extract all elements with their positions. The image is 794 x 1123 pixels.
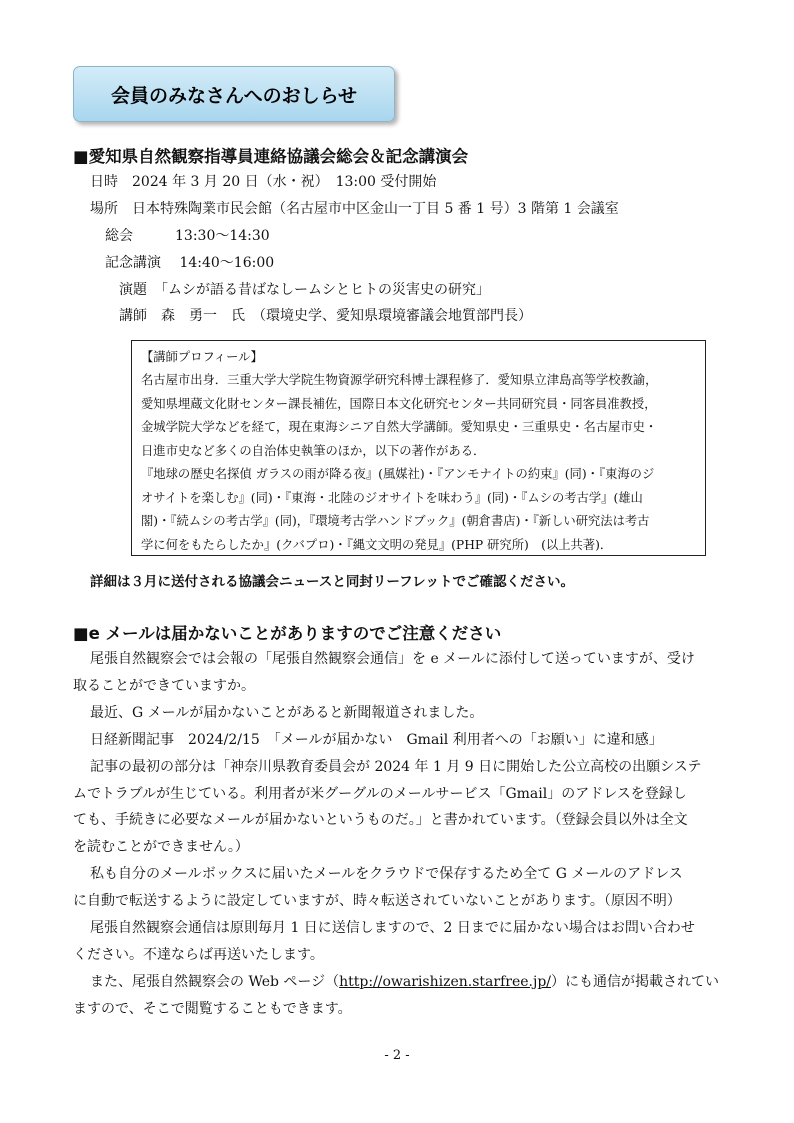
profile-line: オサイトを楽しむ』(同)・『東海・北陸のジオサイトを味わう』(同)・『ムシの考古学』(雄山 xyxy=(141,490,643,505)
paragraph-line: 私も自分のメールボックスに届いたメールをクラウドで保存するため全て G メールのアドレス xyxy=(90,866,683,882)
paragraph-line: 取ることができていますか。 xyxy=(73,678,255,694)
profile-label: 【講師プロフィール】 xyxy=(141,350,263,364)
web-page-line xyxy=(90,972,719,992)
paragraph-line: 最近、G メールが届かないことがあると新聞報道されました。 xyxy=(90,705,484,721)
profile-line: 閣)・『続ムシの考古学』(同)，『環境考古学ハンドブック』(朝倉書店)・『新しい研究法は考古 xyxy=(141,514,650,528)
lecturer: 講師 森 勇一 氏 （環境史学、愛知県環境審議会地質部門長） xyxy=(119,308,532,324)
paragraph-line: ムでトラブルが生じている。利用者が米グーグルのメールサービス「Gmail」のアドレスを登録し xyxy=(73,786,687,802)
paragraph-line: を読むことができません。） xyxy=(73,839,249,855)
page-number: - 2 - xyxy=(384,1048,410,1063)
lecture-topic: 演題 「ムシが語る昔ばなしームシとヒトの災害史の研究」 xyxy=(119,282,490,298)
event-lecture-time: 記念講演 14:40～16:00 xyxy=(105,255,275,271)
paragraph-line: 記事の最初の部分は「神奈川県教育委員会が 2024 年 1 月 9 日に開始した公立高校の出願システ xyxy=(90,759,702,775)
event-datetime: 日時 2024 年 3 月 20 日（水・祝） 13:00 受付開始 xyxy=(90,174,437,190)
profile-line: 学に何をもたらしたか』(クバプロ)・『縄文文明の発見』(PHP 研究所) (以上共著)． xyxy=(141,537,613,552)
lecturer-profile-box xyxy=(131,340,706,556)
paragraph-line: 尾張自然観察会では会報の「尾張自然観察会通信」を e メールに添付して送っていますが、受け xyxy=(90,651,695,667)
paragraph-line: ください。不達ならば再送いたします。 xyxy=(73,947,324,963)
profile-line: 愛知県埋蔵文化財センター課長補佐，国際日本文化研究センター共同研究員・同客員准教授， xyxy=(141,396,657,411)
announcement-title: 会員のみなさんへのおしらせ xyxy=(110,84,358,107)
paragraph-line: ても、手続きに必要なメールが届かないというものだ。」と書かれています。（登録会員以外は全文 xyxy=(73,812,688,828)
details-note: 詳細は３月に送付される協議会ニュースと同封リーフレットでご確認ください。 xyxy=(90,574,574,590)
paragraph-line: に自動で転送するように設定していますが、時々転送されていないことがあります。（原因不明） xyxy=(73,893,681,909)
announcement-title-box xyxy=(73,66,395,122)
paragraph-line: ますので、そこで閲覧することもできます。 xyxy=(73,1001,352,1017)
event-meeting-time: 総会 13:30～14:30 xyxy=(105,228,270,244)
paragraph-line: 日経新聞記事 2024/2/15 「メールが届かない Gmail 利用者への「お願い」に違和感」 xyxy=(90,732,663,748)
profile-line: 名古屋市出身．三重大学大学院生物資源学研究科博士課程修了．愛知県立津島高等学校教諭， xyxy=(141,373,658,387)
profile-line: 『地球の歴史名探偵 ガラスの雨が降る夜』(風媒社)・『アンモナイトの約束』(同)・『東海のジ xyxy=(141,467,655,481)
section1-heading: ■愛知県自然観察指導員連絡協議会総会＆記念講演会 xyxy=(73,147,469,166)
profile-line: 金城学院大学などを経て，現在東海シニア自然大学講師。愛知県史・三重県史・名古屋市史・ xyxy=(141,420,658,434)
web-text-after: ）にも通信が掲載されてい xyxy=(551,974,720,990)
website-link[interactable]: http://owarishizen.starfree.jp/ xyxy=(339,974,552,990)
section2-heading: ■e メールは届かないことがありますのでご注意ください xyxy=(73,624,502,643)
profile-line: 日進市史など多くの自治体史執筆のほか，以下の著作がある． xyxy=(141,443,486,458)
web-text-before: また、尾張自然観察会の Web ページ（ xyxy=(90,974,340,990)
paragraph-line: 尾張自然観察会通信は原則毎月 1 日に送信しますので、2 日までに届かない場合はお問い合わせ xyxy=(90,920,695,936)
event-place: 場所 日本特殊陶業市民会館（名古屋市中区金山一丁目 5 番 1 号）3 階第 1 会議室 xyxy=(90,201,619,217)
